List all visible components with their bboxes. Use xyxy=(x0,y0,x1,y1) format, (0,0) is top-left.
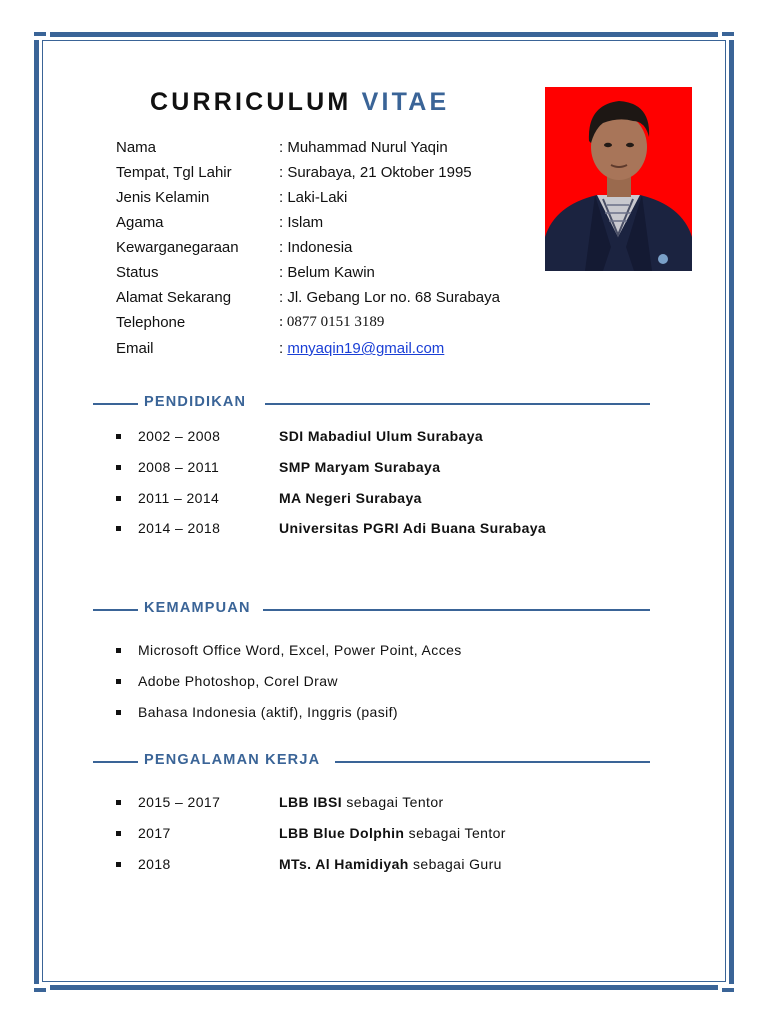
skill-text: Microsoft Office Word, Excel, Power Point, Acces xyxy=(138,642,462,658)
experience-place: LBB Blue Dolphin xyxy=(279,825,405,841)
info-value: : Jl. Gebang Lor no. 68 Surabaya xyxy=(279,289,500,306)
info-label: Tempat, Tgl Lahir xyxy=(116,164,232,181)
info-value: : Laki-Laki xyxy=(279,189,348,206)
title-part-2: VITAE xyxy=(361,88,450,116)
info-label: Agama xyxy=(116,214,164,231)
info-label: Nama xyxy=(116,139,157,156)
info-value: : Belum Kawin xyxy=(279,264,375,281)
skill-text: Adobe Photoshop, Corel Draw xyxy=(138,673,338,689)
experience-years: 2018 xyxy=(138,856,171,872)
section-rule-right xyxy=(335,761,650,763)
education-years: 2002 – 2008 xyxy=(138,428,221,444)
bullet-icon xyxy=(116,800,121,805)
experience-description xyxy=(279,825,506,841)
info-label: Kewarganegaraan xyxy=(116,239,239,256)
bullet-icon xyxy=(116,648,121,653)
border-corner-top-left xyxy=(30,28,50,40)
experience-years: 2015 – 2017 xyxy=(138,794,221,810)
experience-role: sebagai Tentor xyxy=(342,794,444,810)
section-rule-right xyxy=(265,403,650,405)
experience-role: sebagai Guru xyxy=(408,856,502,872)
skill-text: Bahasa Indonesia (aktif), Inggris (pasif) xyxy=(138,704,398,720)
info-value: : 0877 0151 3189 xyxy=(279,314,385,330)
section-rule-left xyxy=(93,609,138,611)
border-corner-top-right xyxy=(718,28,738,40)
education-school: Universitas PGRI Adi Buana Surabaya xyxy=(279,520,547,536)
info-value: : Islam xyxy=(279,214,324,231)
profile-photo xyxy=(545,87,692,271)
bullet-icon xyxy=(116,679,121,684)
section-heading: PENDIDIKAN xyxy=(144,394,250,410)
info-value xyxy=(279,340,444,357)
info-value: : Indonesia xyxy=(279,239,353,256)
section-rule-left xyxy=(93,761,138,763)
email-link[interactable]: mnyaqin19@gmail.com xyxy=(287,340,445,357)
bullet-icon xyxy=(116,831,121,836)
education-school: SMP Maryam Surabaya xyxy=(279,459,441,475)
bullet-icon xyxy=(116,710,121,715)
section-header-skills xyxy=(93,600,650,620)
bullet-icon xyxy=(116,434,121,439)
bullet-icon xyxy=(116,862,121,867)
education-years: 2008 – 2011 xyxy=(138,459,220,475)
experience-description xyxy=(279,856,502,872)
title-part-1: CURRICULUM xyxy=(150,88,352,116)
info-value: : Muhammad Nurul Yaqin xyxy=(279,139,448,156)
section-heading: PENGALAMAN KERJA xyxy=(144,752,324,768)
education-years: 2011 – 2014 xyxy=(138,490,220,506)
section-heading: KEMAMPUAN xyxy=(144,600,255,616)
bullet-icon xyxy=(116,526,121,531)
bullet-icon xyxy=(116,465,121,470)
section-header-experience xyxy=(93,752,650,772)
education-school: MA Negeri Surabaya xyxy=(279,490,422,506)
bullet-icon xyxy=(116,496,121,501)
info-label: Email xyxy=(116,340,154,357)
experience-place: LBB IBSI xyxy=(279,794,343,810)
person-portrait-image xyxy=(545,87,692,271)
experience-place: MTs. Al Hamidiyah xyxy=(279,856,409,872)
education-years: 2014 – 2018 xyxy=(138,520,221,536)
info-label: Alamat Sekarang xyxy=(116,289,232,306)
info-value: : Surabaya, 21 Oktober 1995 xyxy=(279,164,472,181)
email-prefix: : xyxy=(279,340,288,357)
section-rule-left xyxy=(93,403,138,405)
page-title xyxy=(150,88,449,117)
experience-description xyxy=(279,794,444,810)
section-rule-right xyxy=(263,609,650,611)
border-corner-bottom-left xyxy=(30,984,50,996)
section-header-education xyxy=(93,394,650,414)
experience-years: 2017 xyxy=(138,825,171,841)
info-label: Telephone xyxy=(116,314,186,331)
info-label: Status xyxy=(116,264,159,281)
info-label: Jenis Kelamin xyxy=(116,189,210,206)
experience-role: sebagai Tentor xyxy=(404,825,506,841)
education-school: SDI Mabadiul Ulum Surabaya xyxy=(279,428,484,444)
border-corner-bottom-right xyxy=(718,984,738,996)
